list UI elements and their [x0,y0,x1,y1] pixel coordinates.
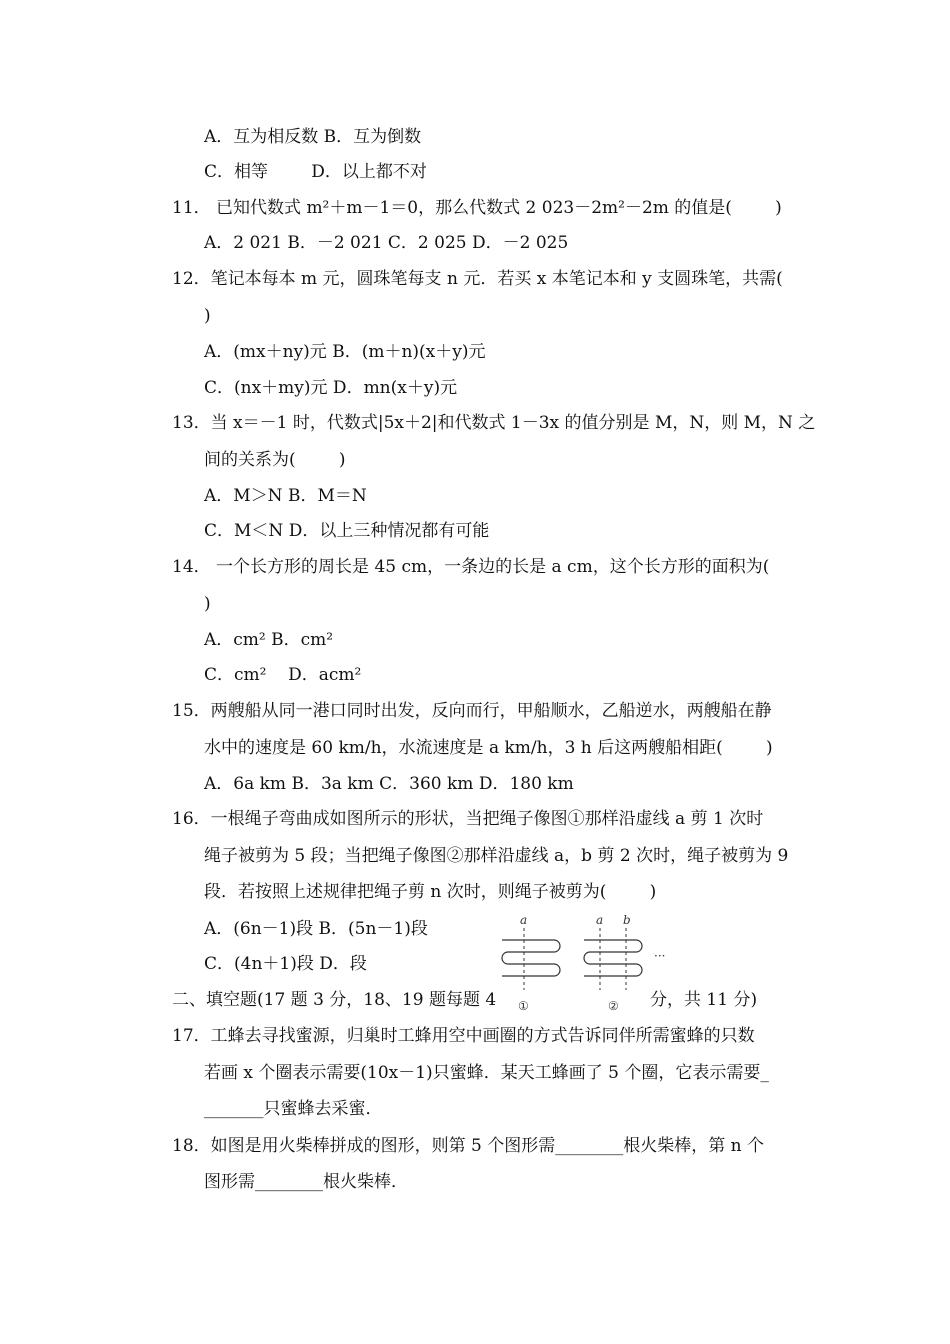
option-line: C．M＜N D．以上三种情况都有可能 [204,521,490,541]
option-line: A．2 021 B．－2 021 C．2 025 D．－2 025 [204,233,569,253]
question-line: 水中的速度是 60 km/h，水流速度是 a km/h，3 h 后这两艘船相距( ) [204,738,773,758]
question-line: 若画 x 个圈表示需要(10x－1)只蜜蜂．某天工蜂画了 5 个圈，它表示需要_ [204,1063,769,1083]
caption-2: ② [608,999,619,1013]
option-line: A．cm² B．cm² [204,630,334,650]
option-line: C．cm² D．acm² [204,665,362,685]
question-11: 11． 已知代数式 m²＋m－1＝0，那么代数式 2 023－2m²－2m 的值是( ) [172,198,782,218]
rope-shape-1 [502,940,560,976]
question-14: 14． 一个长方形的周长是 45 cm，一条边的长是 a cm，这个长方形的面积为( [172,557,770,577]
rope-figure [496,912,676,1016]
option-line: C．(nx＋my)元 D．mn(x＋y)元 [204,378,458,398]
question-13: 13．当 x＝－1 时，代数式|5x＋2|和代数式 1－3x 的值分别是 M，N，则 M，N 之 [172,413,816,433]
option-line: A．M＞N B．M＝N [204,486,367,506]
question-16: 16．一根绳子弯曲成如图所示的形状，当把绳子像图①那样沿虚线 a 剪 1 次时 [172,809,764,829]
label-b-2: b [623,913,631,927]
label-a-1: a [520,913,528,927]
question-line: ) [204,306,211,326]
ellipsis: ··· [654,949,666,963]
question-line: ) [204,594,211,614]
caption-1: ① [518,999,529,1013]
section-heading-right: 分，共 11 分) [650,990,758,1010]
question-line: 图形需________根火柴棒． [204,1172,408,1192]
option-line: C．相等 D．以上都不对 [204,162,427,182]
rope-shape-2 [584,940,642,976]
question-18: 18．如图是用火柴棒拼成的图形，则第 5 个图形需________根火柴棒，第 n 个 [172,1136,765,1156]
question-line: 绳子被剪为 5 段；当把绳子像图②那样沿虚线 a，b 剪 2 次时，绳子被剪为 9 [204,846,789,866]
option-line: A．(6n－1)段 B．(5n－1)段 [204,919,428,939]
question-12: 12．笔记本每本 m 元，圆珠笔每支 n 元．若买 x 本笔记本和 y 支圆珠笔，共需( [172,269,783,289]
label-a-2: a [596,913,604,927]
option-line: A．6a km B．3a km C．360 km D．180 km [204,774,574,794]
question-17: 17．工蜂去寻找蜜源，归巢时工蜂用空中画圈的方式告诉同伴所需蜜蜂的只数 [172,1026,755,1046]
option-line: C．(4n＋1)段 D．段 [204,954,367,974]
option-line: A．(mx＋ny)元 B．(m＋n)(x＋y)元 [204,342,486,362]
section-heading-left: 二、填空题(17 题 3 分，18、19 题每题 4 [172,990,497,1010]
option-line: A．互为相反数 B．互为倒数 [204,127,422,147]
question-line: _______只蜜蜂去采蜜． [204,1099,383,1119]
question-line: 段．若按照上述规律把绳子剪 n 次时，则绳子被剪为( ) [204,882,657,902]
question-15: 15．两艘船从同一港口同时出发，反向而行，甲船顺水，乙船逆水，两艘船在静 [172,701,772,721]
question-line: 间的关系为( ) [204,450,346,470]
